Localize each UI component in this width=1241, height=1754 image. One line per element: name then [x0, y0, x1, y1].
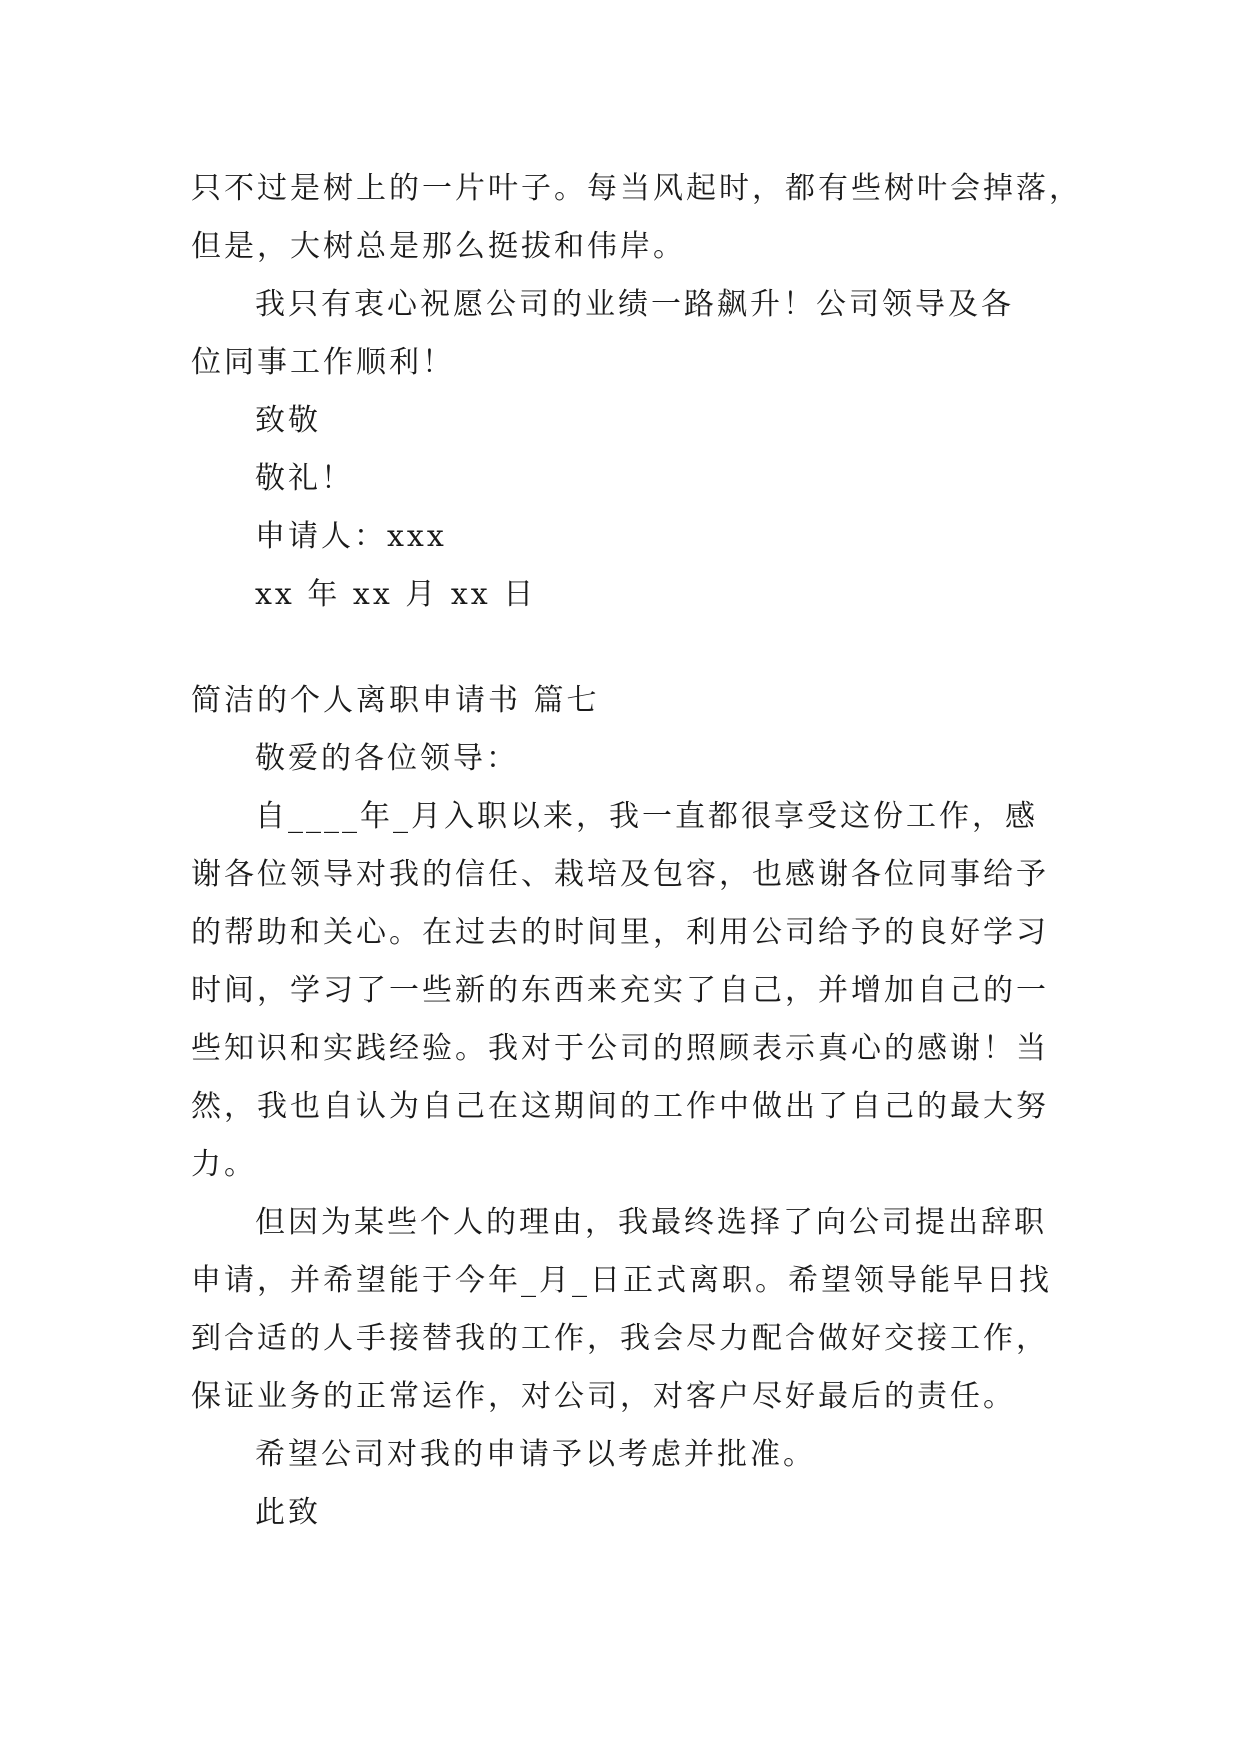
salutation: 敬爱的各位领导：	[255, 741, 519, 776]
paragraph-line: 力。	[191, 1147, 257, 1182]
closing-line: 敬礼！	[255, 461, 354, 496]
paragraph-line: 自____年_月入职以来，我一直都很享受这份工作，感	[255, 799, 1038, 834]
paragraph-line: 希望公司对我的申请予以考虑并批准。	[255, 1437, 816, 1472]
paragraph-line: 到合适的人手接替我的工作，我会尽力配合做好交接工作，	[191, 1321, 1049, 1356]
paragraph-line: 些知识和实践经验。我对于公司的照顾表示真心的感谢！当	[191, 1031, 1049, 1066]
applicant-line: 申请人：xxx	[255, 519, 447, 554]
paragraph-line: 位同事工作顺利！	[191, 345, 455, 380]
section-title: 简洁的个人离职申请书 篇七	[191, 683, 600, 718]
paragraph-line: 申请，并希望能于今年_月_日正式离职。希望领导能早日找	[191, 1263, 1052, 1298]
paragraph-line: 我只有衷心祝愿公司的业绩一路飙升！公司领导及各	[255, 287, 1014, 322]
paragraph-line: 时间，学习了一些新的东西来充实了自己，并增加自己的一	[191, 973, 1049, 1008]
closing-line: 致敬	[255, 403, 321, 438]
paragraph-line: 谢各位领导对我的信任、栽培及包容，也感谢各位同事给予	[191, 857, 1049, 892]
paragraph-line: 只不过是树上的一片叶子。每当风起时，都有些树叶会掉落，	[191, 171, 1082, 206]
paragraph-line: 的帮助和关心。在过去的时间里，利用公司给予的良好学习	[191, 915, 1049, 950]
paragraph-line: 然，我也自认为自己在这期间的工作中做出了自己的最大努	[191, 1089, 1049, 1124]
paragraph-line: 但因为某些个人的理由，我最终选择了向公司提出辞职	[255, 1205, 1047, 1240]
paragraph-line: 保证业务的正常运作，对公司，对客户尽好最后的责任。	[191, 1379, 1016, 1414]
letter-ending	[191, 160, 1082, 624]
date-line: xx 年 xx 月 xx 日	[255, 577, 537, 612]
letter-section	[191, 672, 1061, 1542]
paragraph-line: 但是，大树总是那么挺拔和伟岸。	[191, 229, 686, 264]
closing-line: 此致	[255, 1495, 321, 1530]
